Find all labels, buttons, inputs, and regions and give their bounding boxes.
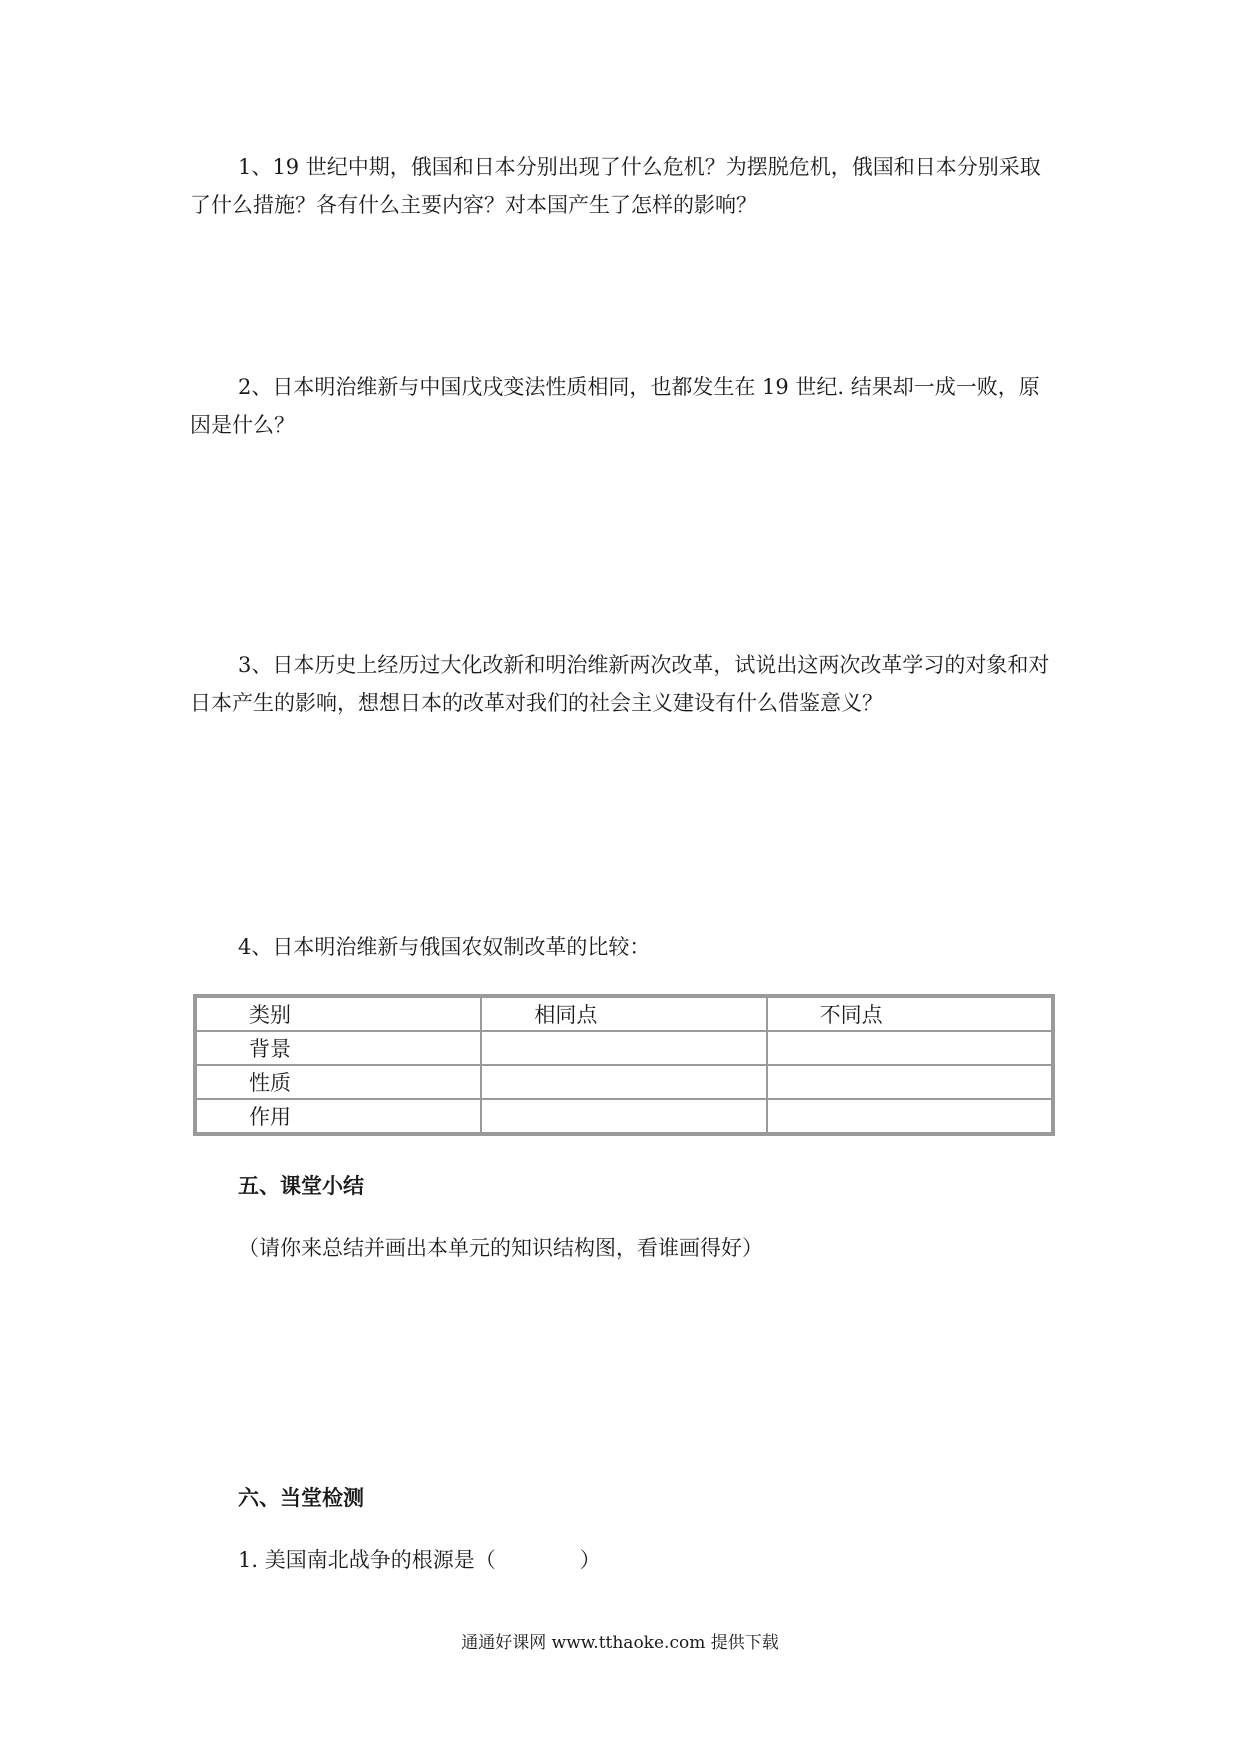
question-4: 4、日本明治维新与俄国农奴制改革的比较： (238, 935, 651, 959)
comparison-table (193, 994, 1055, 1136)
table-row (196, 1065, 1052, 1099)
table-header-row (196, 997, 1052, 1031)
page-footer: 通通好课网 www.tthaoke.com 提供下载 (461, 1633, 779, 1653)
row-label: 性质 (196, 1065, 481, 1099)
table-cell[interactable] (481, 1099, 766, 1133)
summary-instruction: （请你来总结并画出本单元的知识结构图，看谁画得好） (238, 1236, 763, 1260)
summary-heading: 五、课堂小结 (238, 1173, 364, 1198)
table-cell[interactable] (767, 1099, 1052, 1133)
table-cell[interactable] (481, 1031, 766, 1065)
question-2: 2、日本明治维新与中国戊戌变法性质相同，也都发生在 19 世纪. 结果却一成一败，原因是什么？ (190, 375, 1040, 437)
row-label: 背景 (196, 1031, 481, 1065)
test-question-1: 1. 美国南北战争的根源是（ ） (238, 1548, 601, 1572)
header-category: 类别 (196, 997, 481, 1031)
test-heading: 六、当堂检测 (238, 1485, 364, 1510)
row-label: 作用 (196, 1099, 481, 1133)
header-differences: 不同点 (767, 997, 1052, 1031)
question-3: 3、日本历史上经历过大化改新和明治维新两次改革，试说出这两次改革学习的对象和对日本产生的影响，想想日本的改革对我们的社会主义建设有什么借鉴意义？ (190, 653, 1050, 715)
table-row (196, 1031, 1052, 1065)
table-cell[interactable] (767, 1065, 1052, 1099)
table-row (196, 1099, 1052, 1133)
question-1: 1、19 世纪中期，俄国和日本分别出现了什么危机？为摆脱危机，俄国和日本分别采取了什么措施？各有什么主要内容？对本国产生了怎样的影响？ (190, 155, 1041, 217)
table-cell[interactable] (481, 1065, 766, 1099)
header-similarities: 相同点 (481, 997, 766, 1031)
table-cell[interactable] (767, 1031, 1052, 1065)
